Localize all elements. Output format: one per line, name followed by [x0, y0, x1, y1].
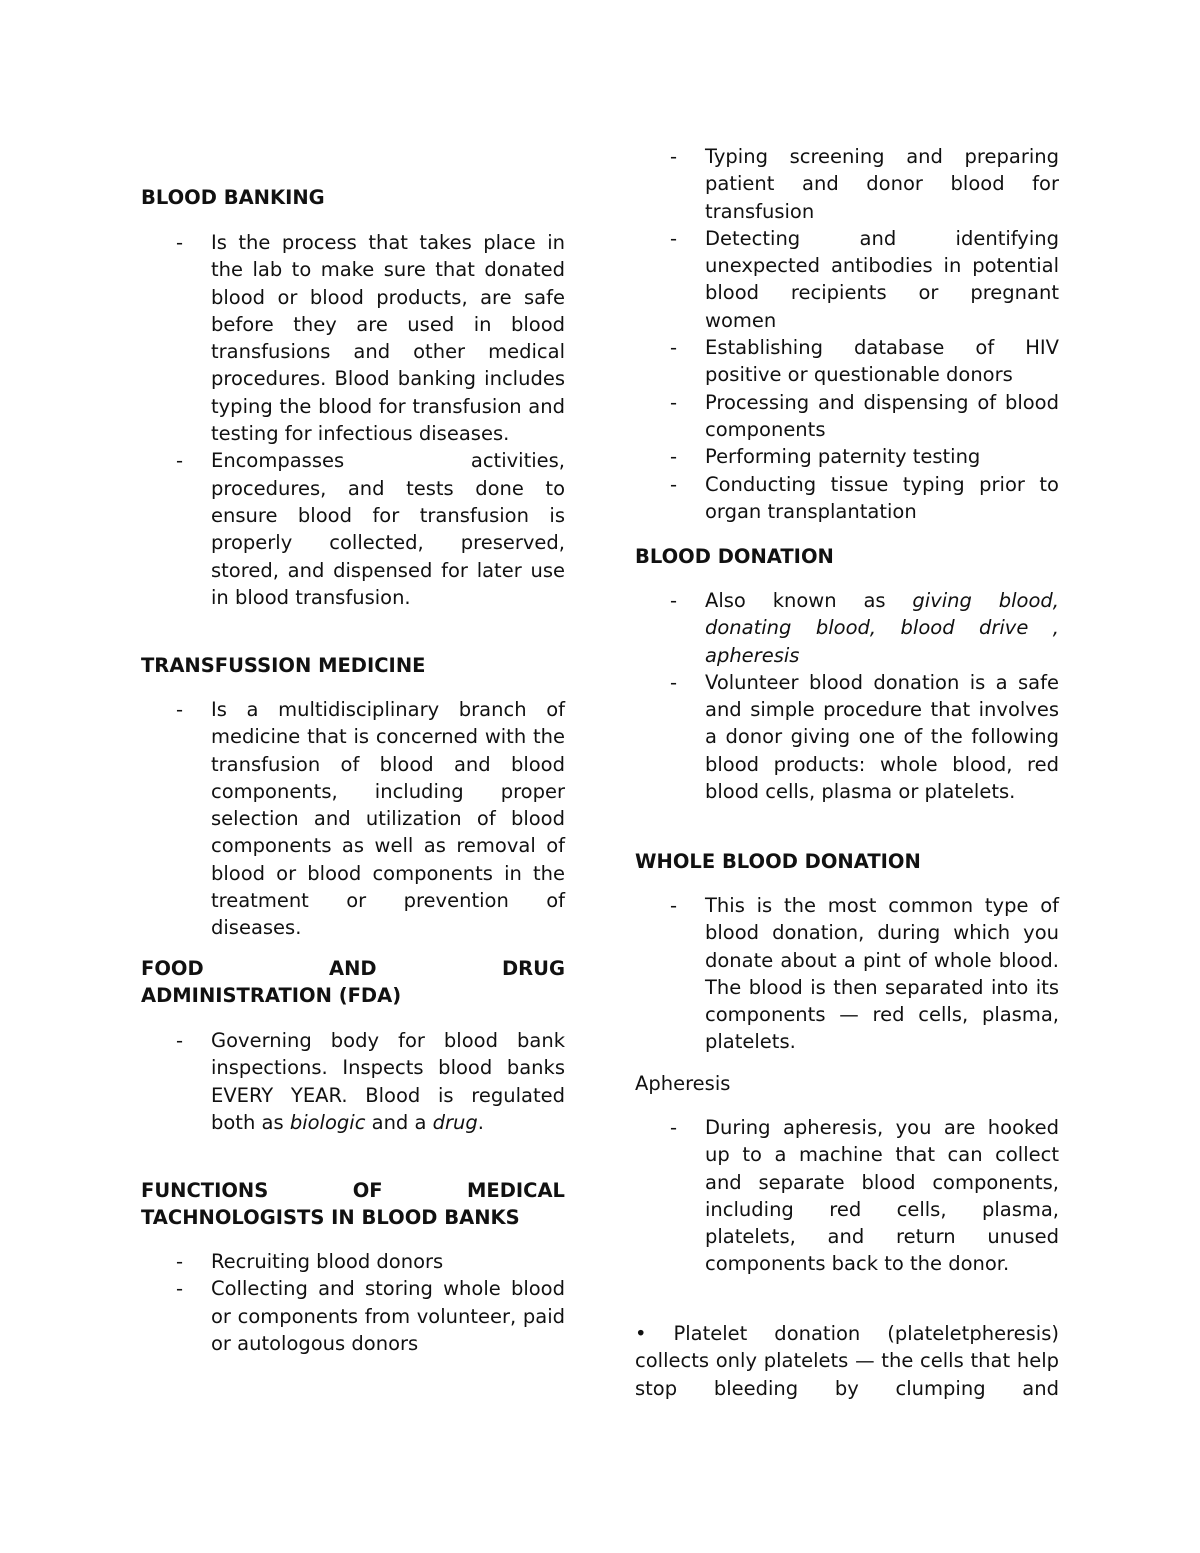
dash-bullet: - — [670, 226, 678, 250]
item-text: Encompasses activities, procedures, and tests done to ensure blood for transfusion is properly collected, preserved, stored, and dispensed for later use in blood transfusion. — [211, 449, 565, 609]
dash-bullet: - — [670, 145, 678, 168]
whole-blood-list — [635, 892, 1059, 1056]
list-item — [635, 389, 1059, 444]
heading-whole-blood-donation: WHOLE BLOOD DONATION — [635, 850, 921, 873]
list-item — [141, 1248, 565, 1275]
dash-bullet: - — [670, 390, 678, 414]
list-item — [635, 892, 1059, 1056]
list-item — [635, 471, 1059, 526]
item-text: Detecting and identifying unexpected antibodies in potential blood recipients or pregnant women — [705, 226, 1059, 332]
dash-bullet: - — [670, 670, 678, 694]
list-item — [635, 225, 1059, 334]
list-item — [635, 669, 1059, 805]
list-item — [141, 229, 565, 447]
heading-functions-line1: FUNCTIONS OF MEDICAL — [141, 1179, 565, 1202]
item-text-c: and a — [365, 1110, 433, 1134]
dash-bullet: - — [176, 449, 184, 473]
dash-bullet: - — [670, 589, 678, 612]
heading-apheresis: Apheresis — [635, 1072, 731, 1095]
dash-bullet: - — [176, 698, 184, 721]
item-text-drug: drug — [432, 1110, 478, 1134]
list-item — [141, 696, 565, 942]
apheresis-list — [635, 1114, 1059, 1278]
transfusion-medicine-list — [141, 696, 565, 942]
list-item — [635, 1114, 1059, 1278]
dash-bullet: - — [670, 472, 678, 496]
list-item — [141, 447, 565, 611]
dash-bullet: - — [176, 231, 184, 254]
item-text: This is the most common type of blood donation, during which you donate about a pint of whole blood. The blood is then separated into its components — red cells, plasma, platelets. — [705, 894, 1059, 1054]
item-text-biologic: biologic — [289, 1110, 366, 1134]
blood-donation-list — [635, 587, 1059, 805]
item-text: Performing paternity testing — [705, 445, 981, 469]
dash-bullet: - — [670, 894, 678, 917]
list-item — [635, 334, 1059, 389]
item-text-e: . — [477, 1110, 484, 1134]
heading-functions-line2: TACHNOLOGISTS IN BLOOD BANKS — [141, 1206, 520, 1229]
dash-bullet: - — [670, 1116, 678, 1139]
dash-bullet: - — [176, 1277, 184, 1301]
item-text: Volunteer blood donation is a safe and simple procedure that involves a donor giving one of the following blood products: whole blood, red blood cells, plasma or platelets. — [705, 670, 1059, 804]
heading-transfusion-medicine: TRANSFUSSION MEDICINE — [141, 654, 426, 677]
item-text: Is a multidisciplinary branch of medicine that is concerned with the transfusion of blood and blood components, including proper selection and utilization of blood components as well as removal of blood or blood components in the treatment or prevention of diseases. — [211, 698, 565, 940]
term-sep: , — [1028, 616, 1059, 640]
item-text: Recruiting blood donors — [211, 1250, 444, 1273]
functions-list — [141, 1248, 565, 1357]
heading-blood-donation: BLOOD DONATION — [635, 545, 834, 568]
item-text: Processing and dispensing of blood components — [705, 390, 1059, 441]
item-text: Establishing database of HIV positive or questionable donors — [705, 336, 1059, 387]
term-sep: , — [869, 616, 901, 640]
term-donating-blood: donating blood — [705, 616, 870, 640]
functions-list-continued — [635, 143, 1059, 525]
dash-bullet: - — [176, 1029, 184, 1052]
platelet-donation-paragraph: • Platelet donation (plateletpheresis) collects only platelets — the cells that help stop bleeding by clumping and — [635, 1322, 1059, 1400]
fda-list — [141, 1027, 565, 1136]
term-giving-blood: giving blood — [912, 589, 1053, 612]
item-text: Is the process that takes place in the lab to make sure that donated blood or blood products, are safe before they are used in blood transfusions and other medical procedures. Blood banking includes typing the blood for transfusion and testing for infectious diseases. — [211, 231, 565, 446]
term-apheresis: apheresis — [705, 643, 800, 667]
item-text: Typing screening and preparing patient and donor blood for transfusion — [705, 145, 1059, 223]
blood-banking-list — [141, 229, 565, 611]
heading-fda-line2: ADMINISTRATION (FDA) — [141, 984, 402, 1007]
heading-fda-line1: FOOD AND DRUG — [141, 957, 565, 980]
list-item — [635, 143, 1059, 225]
dash-bullet: - — [670, 445, 678, 469]
item-text-a: Also known as — [705, 589, 913, 612]
item-text: During apheresis, you are hooked up to a machine that can collect and separate blood components, including red cells, plasma, platelets, and return unused components back to the donor. — [705, 1116, 1059, 1276]
term-blood-drive: blood drive — [900, 616, 1029, 640]
list-item — [141, 1275, 565, 1357]
list-item — [635, 443, 1059, 470]
term-sep: , — [1052, 589, 1059, 612]
dash-bullet: - — [670, 336, 678, 360]
list-item — [141, 1027, 565, 1136]
dash-bullet: - — [176, 1250, 184, 1273]
heading-blood-banking: BLOOD BANKING — [141, 186, 325, 209]
item-text: Conducting tissue typing prior to organ transplantation — [705, 472, 1059, 523]
list-item — [635, 587, 1059, 669]
item-text-a: Governing body for blood bank inspections. Inspects blood banks EVERY YEAR. Blood is regulated both as — [211, 1029, 565, 1134]
item-text: Collecting and storing whole blood or components from volunteer, paid or autologous donors — [211, 1277, 565, 1355]
